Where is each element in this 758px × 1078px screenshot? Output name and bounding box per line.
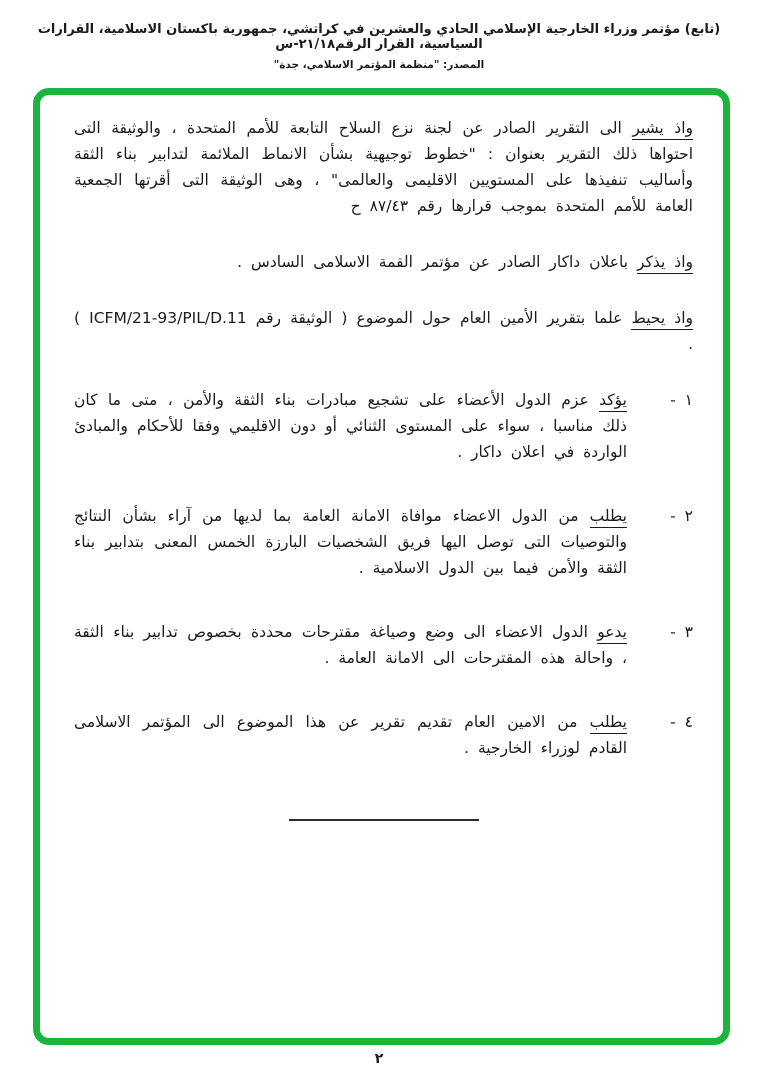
item-number: ٣ -: [670, 623, 693, 641]
item-text: من الدول الاعضاء موافاة الامانة العامة بما لديها من آراء بشأن النتائج والتوصيات التى توصل اليها فريق الشخصيات البارزة الخمس المعنى بتدابير بناء الثقة والأمن فيما بين الدول الاسلامية .: [74, 507, 627, 577]
item-text-block: [74, 709, 627, 761]
green-border-frame: [33, 88, 730, 1045]
preamble-paragraph: [74, 249, 693, 275]
header-title: (تابع) مؤتمر وزراء الخارجية الإسلامي الحادي والعشرين في كراتشي، جمهورية باكستان الاسلامية، القرارات السياسية، القرار الرقم٢١/١٨-س: [37, 22, 721, 52]
item-text: من الامين العام تقديم تقرير عن هذا الموضوع الى المؤتمر الاسلامى القادم لوزراء الخارجية .: [74, 713, 627, 757]
item-lead: يطلب: [590, 507, 627, 528]
preamble-text: باعلان داكار الصادر عن مؤتمر القمة الاسلامى السادس .: [237, 253, 629, 271]
preamble-text: الى التقرير الصادر عن لجنة نزع السلاح التابعة للأمم المتحدة ، والوثيقة التى احتواها ذلك التقرير بعنوان : "خطوط توجيهية بشأن الانماط الملائمة لتدابير بناء الثقة وأساليب تنفيذها على المستويين الاقليمى والعالمى" ، وهى الوثيقة التى أقرتها الجمعية العامة للأمم المتحدة بموجب قرارها رقم ٨٧/٤٣ ح: [74, 119, 693, 215]
operative-item-1: [74, 387, 693, 465]
item-text-block: [74, 619, 627, 671]
item-lead: يطلب: [590, 713, 627, 734]
item-number: ١ -: [670, 391, 693, 409]
preamble-text: علما بتقرير الأمين العام حول الموضوع ( الوثيقة رقم ICFM/21-93/PIL/D.11 ) .: [74, 309, 693, 353]
item-lead: يدعو: [597, 623, 627, 644]
item-text-block: [74, 503, 627, 581]
end-of-text-rule: [289, 819, 479, 821]
document-body: [40, 95, 723, 821]
document-header: [0, 0, 758, 71]
preamble-lead: واذ يذكر: [637, 253, 693, 274]
operative-item-3: [74, 619, 693, 671]
page-number: ٢: [374, 1051, 384, 1067]
item-number: ٢ -: [670, 507, 693, 525]
header-source: المصدر: "منظمة المؤتمر الاسلامي، جدة": [273, 59, 485, 71]
item-lead: يؤكد: [599, 391, 627, 412]
item-text: الدول الاعضاء الى وضع وصياغة مقترحات محددة بخصوص تدابير بناء الثقة ، واحالة هذه المقترحات الى الامانة العامة .: [74, 623, 627, 667]
item-text: عزم الدول الأعضاء على تشجيع مبادرات بناء الثقة والأمن ، متى ما كان ذلك مناسبا ، سواء على المستوى الثنائي أو دون الاقليمي وفقا للأحكام والمبادئ الواردة في اعلان داكار .: [74, 391, 627, 461]
preamble-lead: واذ يحيط: [631, 309, 693, 330]
operative-item-2: [74, 503, 693, 581]
preamble-paragraph: [74, 115, 693, 219]
item-text-block: [74, 387, 627, 465]
operative-paragraphs: [74, 387, 693, 761]
operative-item-4: [74, 709, 693, 761]
preamble-lead: واذ يشير: [632, 119, 693, 140]
preamble-paragraph: [74, 305, 693, 357]
item-number: ٤ -: [670, 713, 693, 731]
page-footer: [0, 1048, 758, 1067]
